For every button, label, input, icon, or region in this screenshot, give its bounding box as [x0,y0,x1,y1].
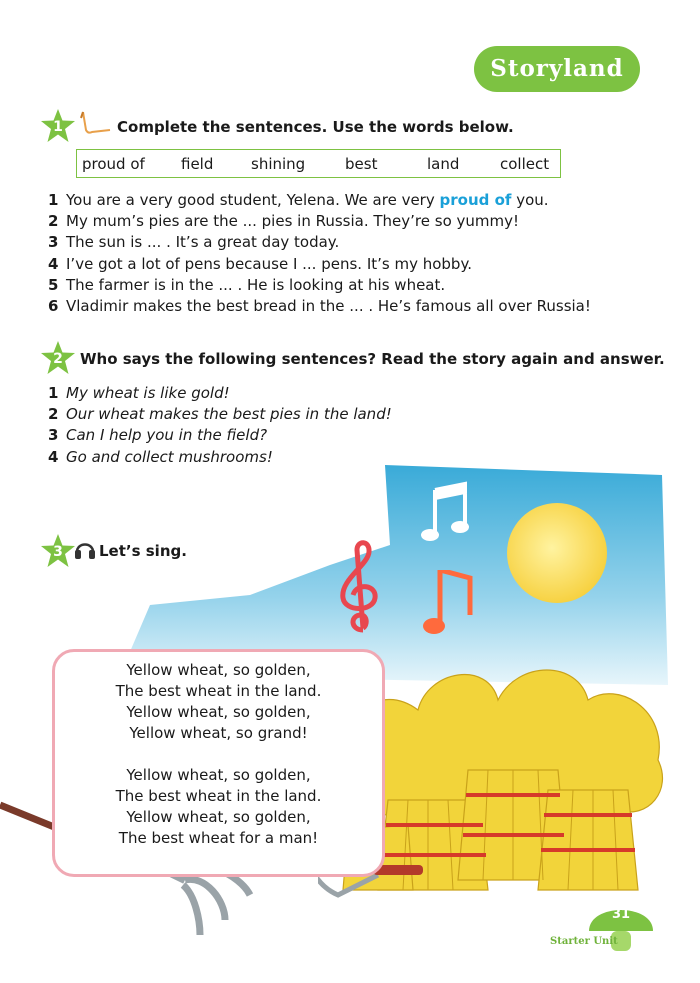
song-verse-2 [55,765,382,849]
word-box-word: proud of [82,155,145,173]
list-item [48,383,608,404]
lyric-line: The best wheat in the land. [115,682,322,700]
item-number: 1 [48,191,59,209]
item-text [66,190,549,211]
song-lyrics-box [52,649,385,877]
list-item [48,296,608,317]
list-item [48,425,608,446]
item-number: 2 [48,212,59,231]
item-text: The sun is ... . It’s a great day today. [66,233,340,252]
song-verse-1 [55,660,382,744]
item-number: 2 [48,405,59,424]
word-box [76,149,561,178]
word-box-word: shining [251,155,306,173]
list-item [48,275,608,296]
storyland-badge: Storyland [474,46,640,92]
pencil-write-icon [80,110,112,136]
item-number: 1 [48,384,59,402]
list-item [48,232,608,253]
word-box-word: best [345,155,378,173]
item-text: I’ve got a lot of pens because I ... pens. It’s my hobby. [66,254,472,273]
lyric-line: The best wheat in the land. [115,787,322,805]
item-text-after: you. [511,191,549,209]
item-text: Can I help you in the field? [66,426,268,445]
item-number: 4 [48,254,59,273]
exercise-3-instruction: Let’s sing. [99,542,187,560]
exercise-1-instruction: Complete the sentences. Use the words below. [117,118,514,136]
item-text: My mum’s pies are the ... pies in Russia. They’re so yummy! [66,212,520,231]
item-text: The farmer is in the ... . He is looking at his wheat. [66,275,446,294]
exercise-number: 2 [53,351,63,367]
list-item [48,254,608,275]
exercise-2-instruction: Who says the following sentences? Read the story again and answer. [80,350,665,368]
music-note-icon [420,570,490,645]
exercise-3-star [40,533,76,569]
lyric-line: The best wheat for a man! [118,829,319,847]
item-number: 3 [48,233,59,252]
sun-icon [507,503,607,603]
lyric-line: Yellow wheat, so golden, [126,661,311,679]
headphones-icon [74,538,96,560]
item-text: Our wheat makes the best pies in the land! [66,405,392,424]
item-text-before: You are a very good student, Yelena. We are very [66,191,440,209]
word-box-word: field [181,155,214,173]
item-number: 6 [48,296,59,315]
page-number: 31 [611,907,631,922]
exercise-number: 1 [53,119,63,135]
treble-clef-icon [335,540,385,635]
item-text: My wheat is like gold! [66,384,230,402]
list-item [48,211,608,232]
lyric-line: Yellow wheat, so golden, [126,766,311,784]
exercise-number: 3 [53,544,63,560]
example-answer: proud of [439,191,512,209]
exercise-1-list [48,190,608,317]
exercise-2-star [40,340,76,376]
list-item [48,404,608,425]
word-box-word: collect [500,155,550,173]
lyric-line: Yellow wheat, so grand! [129,724,308,742]
unit-label: Starter Unit [550,936,618,947]
item-number: 5 [48,275,59,294]
item-number: 4 [48,447,59,466]
item-text: Go and collect mushrooms! [66,447,273,466]
list-item [48,190,608,211]
lyric-line: Yellow wheat, so golden, [126,703,311,721]
exercise-1-star [40,108,76,144]
item-number: 3 [48,426,59,445]
item-text: Vladimir makes the best bread in the ... . He’s famous all over Russia! [66,296,591,315]
word-box-word: land [427,155,460,173]
double-note-icon [420,480,475,550]
lyric-line: Yellow wheat, so golden, [126,808,311,826]
